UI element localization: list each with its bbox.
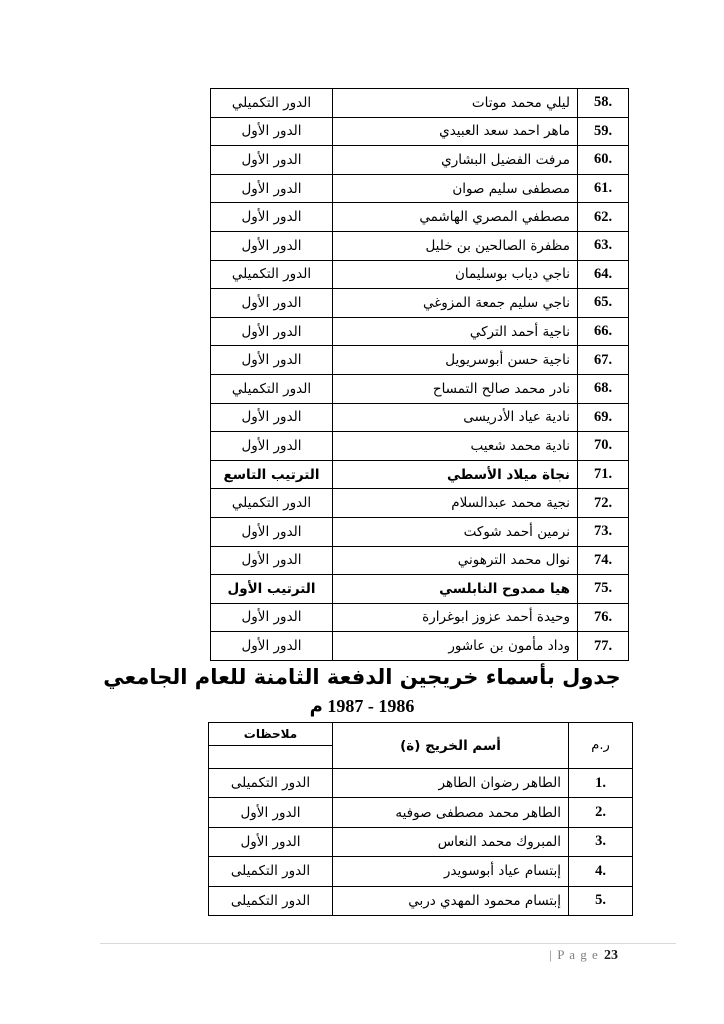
table-row [211,289,629,318]
table-row [211,546,629,575]
exam-session-note-cell: الدور الأول [211,432,333,461]
graduate-name-cell: مصطفي المصري الهاشمي [333,203,578,232]
exam-session-note-cell: الدور الأول [211,117,333,146]
exam-session-note-cell: الدور الأول [209,798,333,827]
exam-session-note-cell: الدور الأول [211,603,333,632]
table-row [211,317,629,346]
graduate-name-cell: المبروك محمد النعاس [333,827,569,856]
page-footer [100,947,618,964]
table-row [211,203,629,232]
table-row [209,886,633,915]
header-notes-cell: ملاحظات [209,723,333,746]
exam-session-note-cell: الدور الأول [211,146,333,175]
row-number-cell: 68. [578,374,629,403]
table-row [209,827,633,856]
exam-session-note-cell: الدور الأول [211,546,333,575]
table-row [211,489,629,518]
exam-session-note-cell: الدور الأول [211,632,333,661]
graduate-name-cell: وداد مأمون بن عاشور [333,632,578,661]
row-number-cell: 77. [578,632,629,661]
exam-session-note-cell: الترتيب الأول [211,575,333,604]
exam-session-note-cell: الدور الأول [211,203,333,232]
graduate-name-cell: نادية عياد الأدريسى [333,403,578,432]
table-row [211,174,629,203]
graduate-name-cell: ناجية حسن أبوسريويل [333,346,578,375]
table-row [211,346,629,375]
row-number-cell: 5. [569,886,633,915]
page-number: 23 [604,948,618,963]
row-number-cell: 65. [578,289,629,318]
graduate-name-cell: وحيدة أحمد عزوز ابوغرارة [333,603,578,632]
exam-session-note-cell: الدور الأول [211,174,333,203]
exam-session-note-cell: الدور التكميلي [211,260,333,289]
row-number-cell: 69. [578,403,629,432]
section-heading [0,659,724,718]
graduate-name-cell: الطاهر محمد مصطفى صوفيه [333,798,569,827]
graduate-name-cell: مظفرة الصالحين بن خليل [333,231,578,260]
row-number-cell: 2. [569,798,633,827]
graduate-name-cell: إبتسام محمود المهدي دربي [333,886,569,915]
exam-session-note-cell: الدور التكميلي [211,89,333,118]
table-row [209,857,633,886]
graduates-table-continued [210,88,629,661]
graduate-name-cell: إبتسام عياد أبوسويدر [333,857,569,886]
section-title: جدول بأسماء خريجين الدفعة الثامنة للعام الجامعي [103,665,621,689]
row-number-cell: 64. [578,260,629,289]
table-row [211,575,629,604]
graduate-name-cell: الطاهر رضوان الطاهر [333,769,569,798]
graduate-name-cell: نادية محمد شعيب [333,432,578,461]
table-row [209,798,633,827]
graduate-name-cell: نرمين أحمد شوكت [333,517,578,546]
exam-session-note-cell: الدور الأول [211,317,333,346]
table-row [211,231,629,260]
header-number-cell: ر.م [569,723,633,769]
graduate-name-cell: ليلي محمد موتات [333,89,578,118]
table-row [211,117,629,146]
table-row [211,260,629,289]
row-number-cell: 3. [569,827,633,856]
table-row [211,632,629,661]
table-row [211,432,629,461]
graduate-name-cell: مصطفى سليم صوان [333,174,578,203]
graduate-name-cell: نجية محمد عبدالسلام [333,489,578,518]
footer-divider [100,943,676,944]
exam-session-note-cell: الدور الأول [211,289,333,318]
exam-session-note-cell: الدور التكميلى [209,886,333,915]
row-number-cell: 59. [578,117,629,146]
exam-session-note-cell: الدور التكميلي [211,374,333,403]
exam-session-note-cell: الترتيب التاسع [211,460,333,489]
graduate-name-cell: ناجي سليم جمعة المزوغي [333,289,578,318]
graduate-name-cell: نوال محمد الترهوني [333,546,578,575]
exam-session-note-cell: الدور التكميلي [211,489,333,518]
graduate-name-cell: مرفت الفضيل البشاري [333,146,578,175]
row-number-cell: 58. [578,89,629,118]
header-notes-empty-cell [209,746,333,769]
graduate-name-cell: نادر محمد صالح التمساح [333,374,578,403]
row-number-cell: 60. [578,146,629,175]
exam-session-note-cell: الدور التكميلى [209,857,333,886]
graduate-name-cell: نجاة ميلاد الأسطي [333,460,578,489]
table-row [211,403,629,432]
exam-session-note-cell: الدور الأول [211,517,333,546]
row-number-cell: 73. [578,517,629,546]
page-label: | P a g e [549,947,599,962]
academic-year: 1986 - 1987 م [309,696,415,716]
row-number-cell: 67. [578,346,629,375]
exam-session-note-cell: الدور الأول [209,827,333,856]
row-number-cell: 66. [578,317,629,346]
graduate-name-cell: هيا ممدوح النابلسي [333,575,578,604]
table-header-row [209,723,633,746]
row-number-cell: 74. [578,546,629,575]
exam-session-note-cell: الدور الأول [211,231,333,260]
exam-session-note-cell: الدور التكميلى [209,769,333,798]
row-number-cell: 62. [578,203,629,232]
graduate-name-cell: ناجية أحمد التركي [333,317,578,346]
row-number-cell: 4. [569,857,633,886]
row-number-cell: 63. [578,231,629,260]
table-row [211,146,629,175]
table-row [211,603,629,632]
table-row [209,769,633,798]
row-number-cell: 1. [569,769,633,798]
row-number-cell: 70. [578,432,629,461]
exam-session-note-cell: الدور الأول [211,346,333,375]
table-row [211,89,629,118]
row-number-cell: 61. [578,174,629,203]
graduate-name-cell: ماهر احمد سعد العبيدي [333,117,578,146]
header-name-cell: أسم الخريج (ة) [333,723,569,769]
row-number-cell: 71. [578,460,629,489]
table-row [211,460,629,489]
row-number-cell: 76. [578,603,629,632]
table-row [211,374,629,403]
row-number-cell: 75. [578,575,629,604]
graduate-name-cell: ناجي دياب بوسليمان [333,260,578,289]
row-number-cell: 72. [578,489,629,518]
graduates-table-batch8 [208,722,633,916]
table-row [211,517,629,546]
exam-session-note-cell: الدور الأول [211,403,333,432]
